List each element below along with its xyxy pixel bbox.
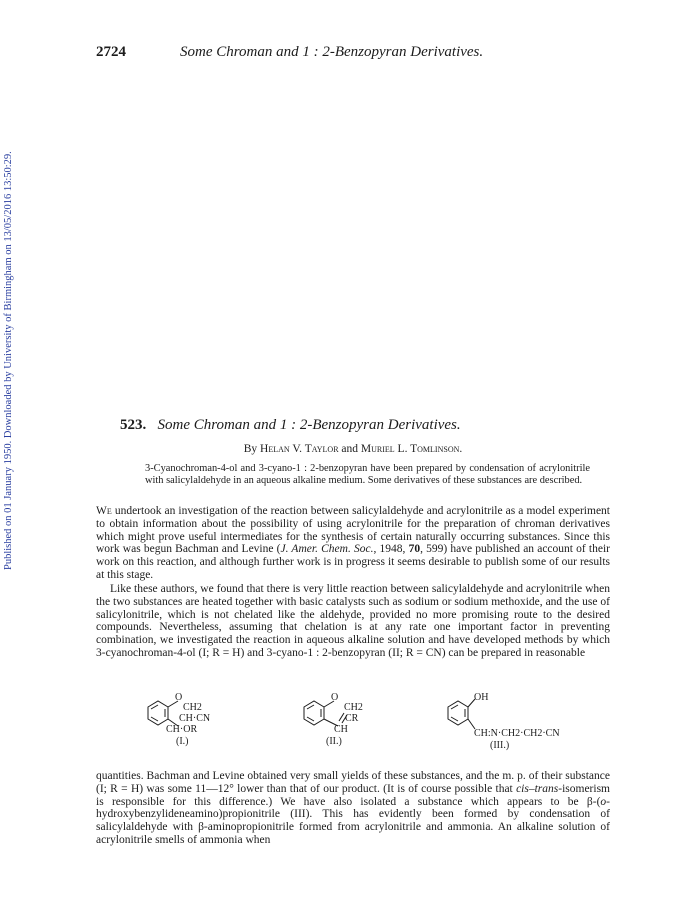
- s1-ch2: CH2: [183, 702, 202, 713]
- s3-label: (III.): [490, 740, 510, 751]
- and-word: and: [341, 443, 359, 455]
- structure-3: [442, 689, 592, 753]
- structure-3-drawing: [442, 689, 592, 753]
- s1-oxygen: O: [175, 692, 183, 703]
- ortho-prefix: o: [600, 795, 607, 808]
- article-number: 523.: [120, 417, 147, 433]
- paragraph-3: [96, 770, 610, 847]
- para1-text-c: , 599) have published an account of their work on this reaction, and although further work is in progress it seems desirable to publish some of our results at this stage.: [96, 543, 610, 581]
- author-2: Muriel L. Tomlinson.: [360, 443, 463, 455]
- para1-text-b: , 1948,: [373, 543, 409, 556]
- abstract: 3-Cyanochroman-4-ol and 3-cyano-1 : 2-benzopyran have been prepared by condensation of acrylonitrile with salicylaldehyde in an aqueous alkaline medium. Some derivatives of these substances are described.: [145, 463, 590, 486]
- s2-label: (II.): [326, 736, 342, 747]
- s2-oxygen: O: [331, 692, 339, 703]
- running-head: [96, 44, 616, 66]
- journal-volume: 70: [408, 543, 421, 556]
- s3-oh: OH: [474, 692, 489, 703]
- para3-text-c: -hydroxybenzylideneamino)propionitrile (III). This has evidently been formed by condensation of salicylaldehyde with β-aminopropionitrile formed from acrylonitrile and ammonia. An alkaline solution of acrylonitrile smells of ammonia when: [96, 795, 610, 846]
- para2-text: Like these authors, we found that there is very little reaction between salicylaldehyde and acrylonitrile when the two substances are heated together with basic catalysts such as sodium or sodium methoxide, and the use of salicylonitrile, which is not chelated like the aldehyde, provided no more promising route to the desired compounds. Nevertheless, assuming that chelation is at any rate one important factor in preventing combination, we investigated the reaction in aqueous alkaline solution and have developed methods by which 3-cyanochroman-4-ol (I; R = H) and 3-cyano-1 : 2-benzopyran (II; R = CN) can be prepared in reasonable: [96, 583, 610, 659]
- author-1: Helan V. Taylor: [260, 443, 339, 455]
- s2-ch2: CH2: [344, 702, 363, 713]
- s1-chor: CH·OR: [166, 724, 198, 735]
- paragraph-2: [96, 583, 610, 660]
- article-title-text: Some Chroman and 1 : 2-Benzopyran Derivatives.: [157, 417, 461, 433]
- article-title: [120, 417, 600, 434]
- structure-1: [138, 693, 258, 753]
- s1-label: (I.): [176, 736, 189, 747]
- para3-text-a: quantities. Bachman and Levine obtained very small yields of these substances, and the m. p. of their substance (I; R = H) was some 11—12° lower than that of our product. (It is of course possible that: [96, 770, 610, 795]
- running-title: Some Chroman and 1 : 2-Benzopyran Derivatives.: [180, 44, 484, 60]
- para1-text-a: undertook an investigation of the reaction between salicylaldehyde and acrylonitrile as a model experiment to obtain information about the possibility of using acrylonitrile for the preparation of chroman derivatives which might prove useful intermediates for the synthesis of certain naturally occurring substances. Since this work was begun Bachman and Levine (: [96, 505, 610, 556]
- journal-name: J. Amer. Chem. Soc.: [280, 543, 374, 556]
- lead-word: We: [96, 505, 112, 517]
- para3-text-b: -isomerism is responsible for this difference.) We have also isolated a substance which appears to be β-(: [96, 782, 610, 808]
- paragraph-1: [96, 505, 610, 582]
- structure-2: [294, 693, 404, 753]
- s2-ch: CH: [334, 724, 348, 735]
- s2-cr: CR: [345, 713, 359, 724]
- download-stamp: Published on 01 January 1950. Downloaded by University of Birmingham on 13/05/2016 13:50:29.: [3, 151, 14, 570]
- by-word: By: [243, 443, 258, 455]
- s3-chain: CH:N·CH2·CH2·CN: [474, 728, 560, 739]
- author-line: [120, 443, 586, 455]
- page-number: 2724: [96, 44, 126, 60]
- s1-chcn: CH·CN: [179, 713, 211, 724]
- cis-trans-term: cis–trans: [516, 782, 559, 795]
